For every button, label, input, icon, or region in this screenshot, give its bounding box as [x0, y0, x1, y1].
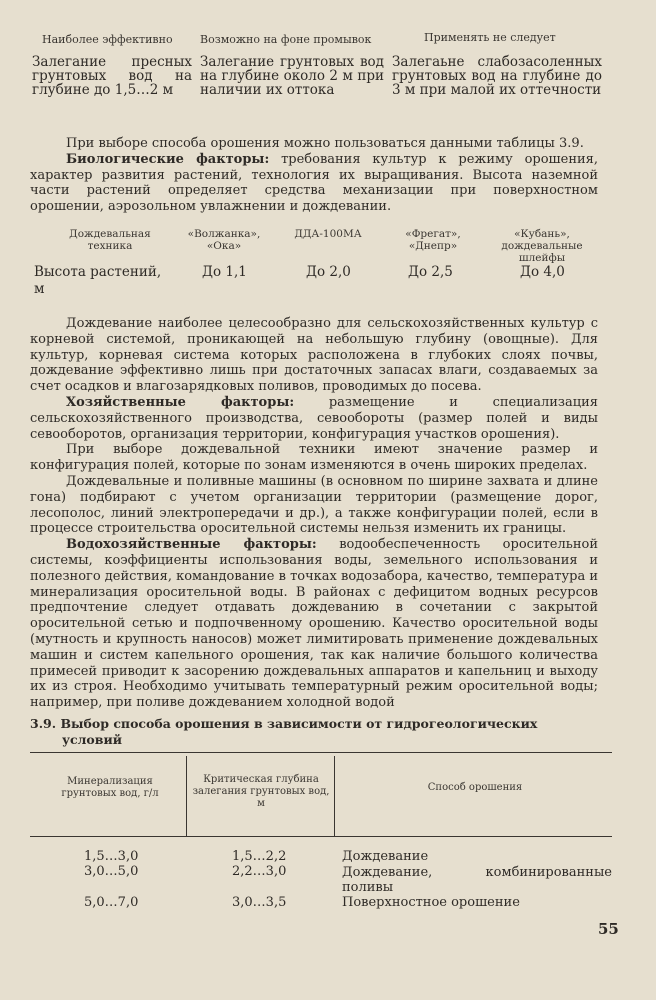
water-factors-heading: Водохозяйственные факторы: [66, 537, 317, 553]
machines-header-dda: ДДА-100МА [294, 228, 362, 240]
table-39-title-line2: условий [62, 732, 122, 747]
machines-header-kuban: «Кубань», дождевальные шлейфы [501, 228, 583, 264]
machines-row-label: Высота растений, м [34, 264, 162, 297]
table-top-cell-not-recommended: Залегаьне слабозасоленных грунтовых вод на глубине до 3 м при малой их оттечности [392, 54, 602, 98]
table-39-row2-depth: 2,2…3,0 [232, 864, 287, 879]
table-39-row3-depth: 3,0…3,5 [232, 895, 287, 910]
table-top-header-not-recommended: Применять не следует [424, 31, 556, 44]
table-39-divider-2 [334, 756, 335, 836]
machines-value-volzhanka: До 1,1 [202, 264, 247, 280]
table-39-title-line1: 3.9. Выбор способа орошения в зависимости от гидрогеологических [30, 716, 538, 731]
table-39-title [30, 716, 537, 748]
paragraph-sprinkling: Дождевание наиболее целесообразно для сельскохозяйственных культур с корневой системой, проникающей на небольшую глубину (овощные). Для культур, корневая система которых расположена в глубоких слоях почвы, дождевание эффективно лишь при достаточных запасах влаги, создаваемых за счет осадков и влагозарядковых поливов, проводимых до посева. [30, 316, 598, 395]
machines-header-volzhanka: «Волжанка», «Ока» [187, 228, 261, 252]
page-number: 55 [598, 920, 619, 938]
table-39-header-mineralization: Минерализация грунтовых вод, г/л [61, 776, 159, 799]
table-39-row3-min: 5,0…7,0 [84, 895, 139, 910]
table-39-row1-method: Дождевание [342, 849, 429, 864]
table-39-row1-depth: 1,5…2,2 [232, 849, 287, 864]
table-top-header-effective: Наиболее эффективно [42, 33, 173, 46]
table-39-row3-method: Поверхностное орошение [342, 895, 520, 910]
biological-factors-heading: Биологические факторы: [66, 151, 270, 167]
machines-value-dda: До 2,0 [306, 264, 351, 280]
table-top-cell-possible: Залегание грунтовых вод на глубине около 2 м при наличии их оттока [200, 54, 384, 98]
machines-header-fregat: «Фрегат», «Днепр» [405, 228, 461, 252]
table-39-header-rule [30, 836, 612, 837]
biological-factors-text: требования культур к режиму орошения, характер развития растений, технология их выращивания. Высота наземной части растений определяет средства механизации при поверхностном орошении, аэрозольном увлажнении и дождевании. [30, 151, 598, 215]
table-39-top-rule [30, 752, 612, 753]
paragraph-technique-choice: При выборе дождевальной техники имеют значение размер и конфигурация полей, которые по зонам изменяются в очень широких пределах. [30, 442, 598, 474]
intro-paragraph [30, 136, 598, 215]
paragraph-machines: Дождевальные и поливные машины (в основном по ширине захвата и длине гона) подбирают с учетом организации территории (размещение дорог, лесополос, линий электропередачи и др.), а также конфигурации полей, если в процессе строительства оросительной системы нельзя изменить их границы. [30, 473, 598, 537]
water-factors-text: водообеспеченность оросительной системы, коэффициенты использования воды, земельного использования и полезного действия, командование в точках водозабора, качество, температура и минерализация оросительной воды. В районах с дефицитом водных ресурсов предпочтение следует отдавать дождеванию в сочетании с закрытой оросительной сетью и подпочвенному орошению. Качество оросительной воды (мутность и крупность наносов) может лимитировать применение дождевальных машин и систем капельного орошения, так как наличие большого количества примесей приводит к засорению дождевальных аппаратов и капельниц и выходу их из строя. Необходимо учитывать температурный режим оросительной воды; например, при поливе дождеванием холодной водой [30, 537, 599, 711]
economic-factors-text: размещение и специализация сельскохозяйственного производства, севообороты (размер полей и виды севооборотов, организация территории, конфигурация участков орошения). [30, 394, 598, 442]
table-39-row1-min: 1,5…3,0 [84, 849, 139, 864]
table-top-header-possible: Возможно на фоне промывок [200, 33, 372, 46]
table-39-row2-method: Дождевание, комбинированные поливы [342, 865, 612, 895]
machines-header-technique: Дождевальная техника [69, 228, 151, 252]
machines-value-fregat: До 2,5 [408, 264, 453, 280]
table-39-row2-min: 3,0…5,0 [84, 864, 139, 879]
economic-factors-heading: Хозяйственные факторы: [66, 394, 295, 410]
intro-line: При выборе способа орошения можно пользоваться данными таблицы 3.9. [66, 136, 584, 151]
table-39-header-method: Способ орошения [427, 782, 523, 793]
table-39-header-depth: Критическая глубина залегания грунтовых вод, м [192, 774, 330, 809]
table-39-divider-1 [186, 756, 187, 836]
body-text [30, 316, 598, 711]
table-top-cell-effective: Залегание пресных грунтовых вод на глубине до 1,5…2 м [32, 54, 192, 98]
machines-value-kuban: До 4,0 [520, 264, 565, 280]
